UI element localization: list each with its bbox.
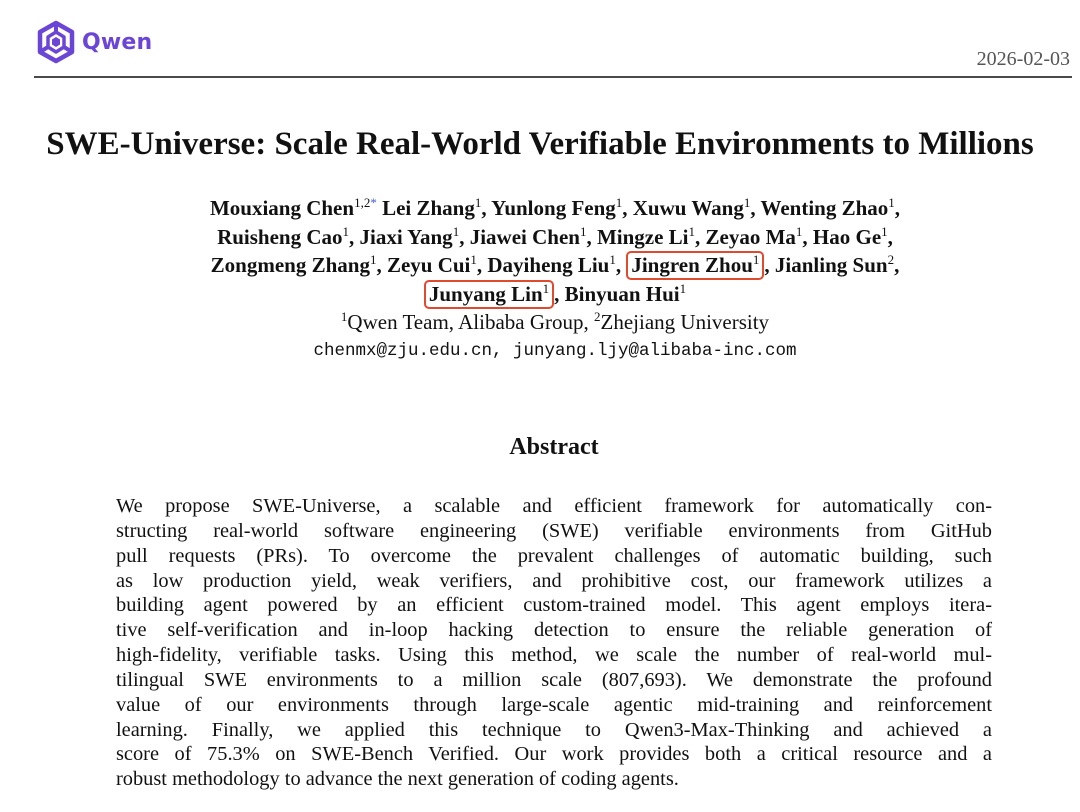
- author-separator: ,: [695, 224, 706, 249]
- author-line: [0, 194, 1080, 223]
- author-name-text: Ruisheng Cao: [217, 224, 343, 249]
- abstract-line: tive self-verification and in-loop hacking detection to ensure the reliable generation of: [116, 619, 992, 642]
- author-block: [0, 194, 1080, 365]
- author-separator: ,: [750, 196, 761, 220]
- author-line: [0, 223, 1080, 252]
- author-separator: ,: [894, 253, 900, 277]
- author-name-text: Yunlong Feng: [491, 196, 616, 220]
- author-name: [382, 196, 481, 220]
- author-name: [211, 253, 377, 277]
- abstract-line: score of 75.3% on SWE-Bench Verified. Our work provides both a critical resource and a: [116, 743, 992, 766]
- highlighted-author: [424, 280, 554, 309]
- affiliation-marker: 1: [688, 223, 696, 239]
- affiliation-marker: 1: [474, 195, 482, 210]
- affiliation-marker: 1: [369, 252, 377, 267]
- affiliation-marker: 1: [679, 280, 687, 296]
- author-name-text: Zeyao Ma: [705, 224, 796, 249]
- affiliation-marker: 1: [615, 195, 623, 210]
- abstract-heading: Abstract: [509, 434, 599, 460]
- author-name-text: Hao Ge: [812, 224, 882, 249]
- author-name: [775, 253, 894, 277]
- affiliation-marker: 2: [887, 252, 895, 267]
- qwen-logo: [34, 20, 152, 64]
- author-name-text: Jiaxi Yang: [359, 224, 453, 249]
- author-separator: ,: [476, 253, 488, 277]
- abstract-line: high-fidelity, verifiable tasks. Using this method, we scale the number of real-world mul-: [116, 644, 992, 667]
- author-separator: ,: [894, 196, 901, 220]
- author-name-text: Wenting Zhao: [760, 196, 889, 220]
- affiliation-marker: 1: [795, 223, 803, 239]
- author-name-text: Xuwu Wang: [632, 196, 744, 220]
- abstract-line: as low production yield, weak verifiers, and prohibitive cost, our framework utilizes a: [116, 569, 992, 592]
- author-name-text: Zeyu Cui: [386, 253, 471, 277]
- affiliation-marker: 1: [542, 280, 550, 296]
- author-separator: ,: [764, 253, 775, 277]
- author-name-text: Zongmeng Zhang: [210, 253, 370, 277]
- author-separator: ,: [554, 281, 565, 306]
- author-name-text: Junyang Lin: [428, 281, 543, 306]
- author-separator: ,: [376, 253, 387, 277]
- author-name: [387, 253, 477, 277]
- author-separator: ,: [459, 224, 470, 249]
- affiliation-marker: 1: [470, 252, 477, 267]
- paper-title: SWE-Universe: Scale Real-World Verifiable Environments to Millions: [46, 126, 1034, 162]
- author-name-text: Dayiheng Liu: [487, 253, 610, 277]
- author-name: [210, 196, 377, 220]
- author-name-text: Mingze Li: [596, 224, 689, 249]
- author-name-text: Jingren Zhou: [631, 253, 753, 277]
- affiliation-marker: 1,2*: [354, 195, 377, 210]
- author-separator: ,: [887, 224, 893, 249]
- affiliation-2: $^2$Zhejiang University: [594, 309, 770, 334]
- affiliation-marker: 1: [752, 252, 760, 267]
- affiliation-1: $^1$Qwen Team, Alibaba Group,: [340, 309, 595, 334]
- author-name: [706, 225, 803, 249]
- abstract-body: [116, 494, 992, 792]
- author-separator: ,: [586, 224, 597, 249]
- author-name: [565, 282, 686, 306]
- publication-date: 2026-02-03: [976, 48, 1070, 70]
- affiliation-marker: 1: [342, 223, 350, 239]
- author-name-text: Mouxiang Chen: [209, 196, 355, 220]
- author-separator: ,: [349, 224, 360, 249]
- page-header: [34, 20, 1072, 78]
- author-separator: ,: [615, 253, 627, 277]
- abstract-line: building agent powered by an efficient custom-trained model. This agent employs itera-: [116, 594, 992, 617]
- author-line: [0, 251, 1080, 280]
- highlighted-author: [626, 251, 764, 280]
- abstract-line: learning. Finally, we applied this technique to Qwen3-Max-Thinking and achieved a: [116, 718, 992, 741]
- author-separator: ,: [481, 196, 492, 220]
- abstract-line: value of our environments through large-scale agentic mid-training and reinforcement: [116, 693, 992, 716]
- author-name: [760, 196, 894, 220]
- abstract-line: tilingual SWE environments to a million scale (807,693). We demonstrate the profound: [116, 668, 992, 691]
- qwen-logo-icon: [34, 20, 78, 64]
- author-separator: ,: [622, 196, 633, 220]
- affiliation-marker: 1: [452, 223, 460, 239]
- affiliation-marker: 1: [579, 223, 587, 239]
- abstract-line: structing real-world software engineering (SWE) verifiable environments from GitHub: [116, 519, 992, 542]
- author-name: [813, 225, 888, 249]
- author-lines: [0, 194, 1080, 308]
- author-name: [217, 225, 349, 249]
- abstract-line: robust methodology to advance the next generation of coding agents.: [116, 768, 679, 791]
- contact-emails[interactable]: chenmx@zju.edu.cn, junyang.ljy@alibaba-inc.com: [313, 340, 797, 361]
- author-name: [360, 225, 460, 249]
- author-name-text: Lei Zhang: [382, 196, 475, 220]
- author-name: [633, 196, 751, 220]
- author-name: [487, 253, 615, 277]
- affiliation-marker: 1: [888, 195, 895, 210]
- affiliations: [0, 308, 1080, 337]
- affiliation-marker: 1: [609, 252, 616, 267]
- author-name: [491, 196, 622, 220]
- author-name-text: Jianling Sun: [774, 253, 888, 277]
- abstract-line: pull requests (PRs). To overcome the prevalent challenges of automatic building, such: [116, 544, 992, 567]
- affiliation-marker: 1: [743, 195, 751, 210]
- author-name-text: Jiawei Chen: [469, 224, 580, 249]
- author-name: [597, 225, 695, 249]
- author-separator: ,: [802, 224, 813, 249]
- abstract-line: We propose SWE-Universe, a scalable and efficient framework for automatically con-: [116, 495, 992, 517]
- author-name-text: Binyuan Hui: [564, 281, 680, 306]
- author-name: [470, 225, 587, 249]
- affiliation-marker: 1: [881, 223, 888, 239]
- corresponding-author-marker: *: [370, 195, 377, 210]
- author-line: [0, 280, 1080, 309]
- logo-text: Qwen: [82, 29, 153, 55]
